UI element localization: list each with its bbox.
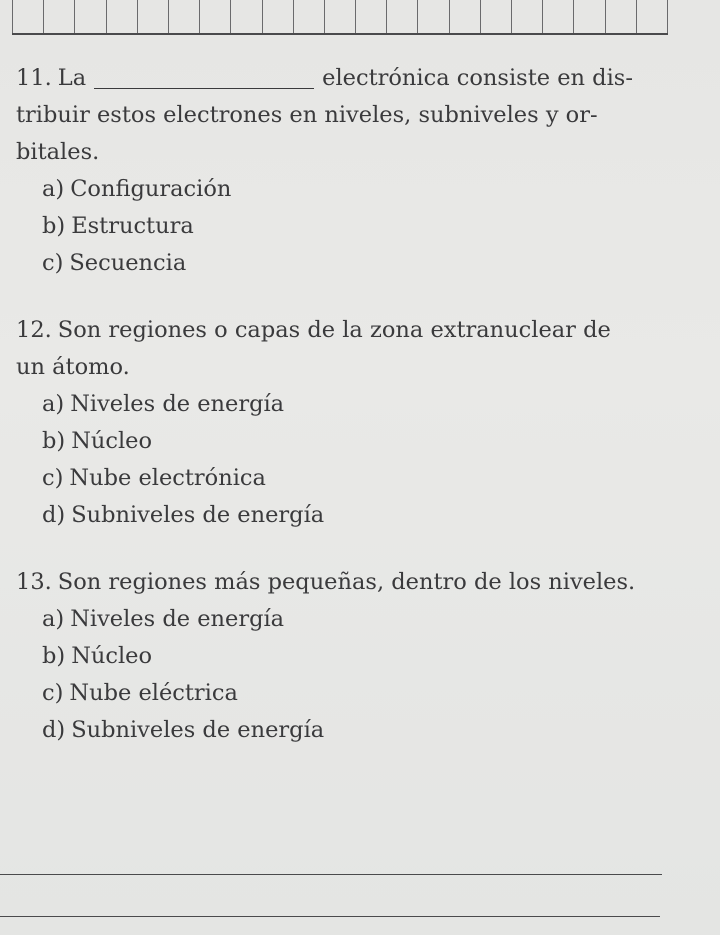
option-d[interactable] bbox=[42, 712, 676, 749]
option-d[interactable] bbox=[42, 497, 676, 534]
option-letter: c) bbox=[42, 680, 64, 706]
option-text: Núcleo bbox=[71, 428, 153, 454]
question-number: 11. bbox=[16, 65, 52, 91]
grid-cell bbox=[262, 0, 293, 33]
options-list bbox=[16, 386, 676, 534]
option-text: Niveles de energía bbox=[70, 391, 285, 417]
stem-text: bitales. bbox=[16, 139, 100, 165]
stem-text: electrónica consiste en dis- bbox=[322, 65, 633, 91]
grid-cell bbox=[480, 0, 511, 33]
option-text: Niveles de energía bbox=[70, 606, 285, 632]
grid-cell bbox=[355, 0, 386, 33]
option-a[interactable] bbox=[42, 171, 676, 208]
stem-text: un átomo. bbox=[16, 354, 130, 380]
grid-cell bbox=[542, 0, 573, 33]
answer-line bbox=[0, 916, 660, 917]
grid-cell bbox=[106, 0, 137, 33]
option-letter: a) bbox=[42, 176, 65, 202]
grid-cell bbox=[324, 0, 355, 33]
option-letter: c) bbox=[42, 250, 64, 276]
grid-cell bbox=[511, 0, 542, 33]
option-text: Configuración bbox=[70, 176, 232, 202]
answer-line bbox=[0, 874, 662, 875]
question-stem bbox=[16, 564, 676, 601]
grid-cell bbox=[573, 0, 604, 33]
grid-cell bbox=[386, 0, 417, 33]
option-letter: d) bbox=[42, 502, 66, 528]
grid-cell bbox=[293, 0, 324, 33]
question-12 bbox=[16, 312, 676, 534]
stem-text: La bbox=[57, 65, 87, 91]
question-number: 12. bbox=[16, 317, 52, 343]
option-a[interactable] bbox=[42, 386, 676, 423]
grid-cell bbox=[605, 0, 636, 33]
question-11 bbox=[16, 60, 676, 282]
option-b[interactable] bbox=[42, 208, 676, 245]
stem-text: tribuir estos electrones en niveles, subniveles y or- bbox=[16, 102, 598, 128]
option-letter: a) bbox=[42, 606, 65, 632]
question-stem bbox=[16, 312, 676, 386]
options-list bbox=[16, 171, 676, 282]
grid-cell bbox=[74, 0, 105, 33]
option-letter: d) bbox=[42, 717, 66, 743]
option-text: Nube electrónica bbox=[69, 465, 266, 491]
option-text: Estructura bbox=[71, 213, 194, 239]
grid-cell bbox=[43, 0, 74, 33]
option-a[interactable] bbox=[42, 601, 676, 638]
option-letter: b) bbox=[42, 213, 66, 239]
option-text: Subniveles de energía bbox=[71, 502, 325, 528]
options-list bbox=[16, 601, 676, 749]
grid-cell bbox=[417, 0, 448, 33]
stem-text: Son regiones más pequeñas, dentro de los niveles. bbox=[57, 569, 636, 595]
option-b[interactable] bbox=[42, 638, 676, 675]
grid-cell bbox=[12, 0, 43, 33]
stem-text: Son regiones o capas de la zona extranuclear de bbox=[57, 317, 611, 343]
fill-in-blank[interactable] bbox=[94, 66, 314, 89]
option-letter: c) bbox=[42, 465, 64, 491]
option-letter: a) bbox=[42, 391, 65, 417]
option-text: Núcleo bbox=[71, 643, 153, 669]
grid-cell bbox=[449, 0, 480, 33]
grid-cell bbox=[137, 0, 168, 33]
option-c[interactable] bbox=[42, 675, 676, 712]
grid-cell bbox=[199, 0, 230, 33]
option-text: Subniveles de energía bbox=[71, 717, 325, 743]
question-stem bbox=[16, 60, 676, 171]
answer-grid-strip bbox=[12, 0, 668, 35]
worksheet-page bbox=[16, 60, 676, 749]
option-text: Nube eléctrica bbox=[69, 680, 238, 706]
option-text: Secuencia bbox=[69, 250, 187, 276]
option-b[interactable] bbox=[42, 423, 676, 460]
grid-cell bbox=[230, 0, 261, 33]
option-letter: b) bbox=[42, 428, 66, 454]
question-number: 13. bbox=[16, 569, 52, 595]
option-c[interactable] bbox=[42, 245, 676, 282]
option-c[interactable] bbox=[42, 460, 676, 497]
grid-cell bbox=[636, 0, 668, 33]
question-13 bbox=[16, 564, 676, 749]
grid-cell bbox=[168, 0, 199, 33]
option-letter: b) bbox=[42, 643, 66, 669]
